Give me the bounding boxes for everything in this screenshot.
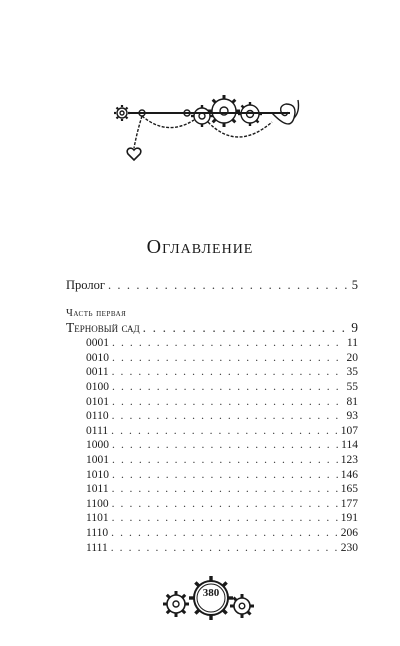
dot-leader bbox=[112, 468, 338, 483]
toc-entry-chapter[interactable] bbox=[66, 424, 358, 439]
toc-entry-chapter[interactable] bbox=[66, 497, 358, 512]
toc-entry-page: 114 bbox=[341, 439, 358, 452]
toc-entry-label: 1001 bbox=[86, 453, 109, 466]
toc-entry-chapter[interactable] bbox=[66, 409, 358, 424]
toc-entry-page: 35 bbox=[346, 366, 358, 379]
toc-entry-label: 0110 bbox=[86, 410, 109, 423]
toc-entry-chapter[interactable] bbox=[66, 395, 358, 410]
toc-entry-page: 165 bbox=[340, 483, 358, 496]
toc-entry-prologue[interactable] bbox=[66, 278, 358, 293]
toc-entry-chapter[interactable] bbox=[66, 526, 358, 541]
toc-entry-page: 81 bbox=[346, 395, 358, 408]
toc-entry-page: 230 bbox=[340, 541, 358, 554]
page-title: Оглавление bbox=[146, 236, 254, 258]
toc-entry-page: 93 bbox=[346, 410, 358, 423]
toc-entry-page: 11 bbox=[346, 337, 358, 350]
toc-entry-chapter[interactable] bbox=[66, 380, 358, 395]
toc-entry-chapter[interactable] bbox=[66, 365, 358, 380]
toc-entry-chapter[interactable] bbox=[66, 468, 358, 483]
toc-entry-label: 0011 bbox=[86, 366, 109, 379]
table-of-contents bbox=[66, 278, 358, 555]
part-label: Часть первая bbox=[66, 308, 127, 320]
toc-entry-chapter[interactable] bbox=[66, 511, 358, 526]
dot-leader bbox=[112, 482, 338, 497]
toc-entry-page: 55 bbox=[346, 380, 358, 393]
dot-leader bbox=[112, 438, 338, 453]
dot-leader bbox=[111, 424, 338, 439]
toc-entry-label: 1110 bbox=[86, 526, 109, 539]
dot-leader bbox=[143, 320, 349, 336]
dot-leader bbox=[112, 453, 338, 468]
toc-entry-page: 9 bbox=[351, 320, 358, 336]
toc-entry-chapter[interactable] bbox=[66, 453, 358, 468]
dot-leader bbox=[112, 511, 338, 526]
gears-ornament-icon bbox=[160, 574, 256, 624]
dot-leader bbox=[112, 497, 338, 512]
toc-entry-label: 1011 bbox=[86, 483, 109, 496]
toc-entry-chapter[interactable] bbox=[66, 482, 358, 497]
toc-entry-page: 177 bbox=[340, 497, 358, 510]
toc-entry-label: 1101 bbox=[86, 512, 109, 525]
dot-leader bbox=[112, 336, 344, 351]
toc-entry-label: 0111 bbox=[86, 424, 109, 437]
toc-entry-label: Пролог bbox=[66, 278, 105, 292]
dot-leader bbox=[111, 526, 338, 541]
toc-entry-chapter[interactable] bbox=[66, 541, 358, 556]
toc-entry-page: 146 bbox=[340, 468, 358, 481]
dot-leader bbox=[108, 278, 349, 293]
dot-leader bbox=[112, 351, 344, 366]
toc-entry-label: 0100 bbox=[86, 380, 109, 393]
toc-entry-page: 107 bbox=[340, 424, 358, 437]
page-number: 380 bbox=[202, 587, 220, 599]
toc-entry-chapter[interactable] bbox=[66, 336, 358, 351]
toc-entry-page: 206 bbox=[340, 526, 358, 539]
toc-entry-label: 0001 bbox=[86, 337, 109, 350]
toc-entry-chapter[interactable] bbox=[66, 351, 358, 366]
toc-entry-label: 1000 bbox=[86, 439, 109, 452]
toc-entry-label: 1111 bbox=[86, 541, 108, 554]
toc-entry-page: 5 bbox=[351, 278, 358, 292]
toc-entry-label: 1100 bbox=[86, 497, 109, 510]
toc-entry-page: 123 bbox=[340, 453, 358, 466]
toc-entry-label: 0101 bbox=[86, 395, 109, 408]
toc-entry-label: 1010 bbox=[86, 468, 109, 481]
gears-chain-heart-ornament-icon bbox=[112, 92, 302, 176]
dot-leader bbox=[112, 409, 344, 424]
toc-entry-label: 0010 bbox=[86, 351, 109, 364]
dot-leader bbox=[111, 541, 338, 556]
toc-entry-page: 191 bbox=[340, 512, 358, 525]
part-title: Терновый сад bbox=[66, 320, 140, 336]
toc-entry-part[interactable] bbox=[66, 320, 358, 336]
dot-leader bbox=[112, 380, 344, 395]
dot-leader bbox=[112, 395, 344, 410]
toc-entry-page: 20 bbox=[346, 351, 358, 364]
toc-entry-chapter[interactable] bbox=[66, 438, 358, 453]
dot-leader bbox=[112, 365, 344, 380]
